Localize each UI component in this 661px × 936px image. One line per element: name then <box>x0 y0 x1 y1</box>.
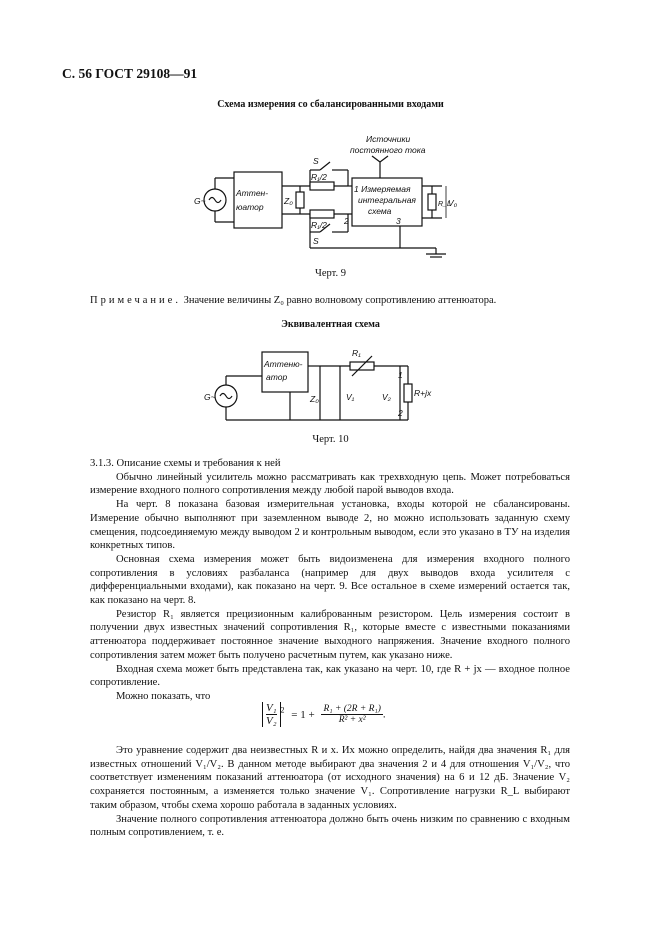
body-text-2 <box>90 744 570 840</box>
za-label: Z₀ <box>310 394 319 404</box>
formula-numerator: R₁ + (2R + R₁) <box>323 704 381 714</box>
pin-2-label: 2 <box>344 216 349 226</box>
body-text <box>90 457 570 704</box>
za-label: Z₀ <box>284 196 293 206</box>
paragraph: Это уравнение содержит два неизвестных R и x. Их можно определить, найдя два значения R₁ для известных отношений V₁/V₂. В данном методе выбирают два значения 2 и 4 для отношения V₁/V₂, что соответствует изменениям показаний аттенюатора (от исходного значения) на 6 и 12 дБ. Значение V₂ сохраняется постоянным, а изменяется только значение V₁. Сопротивление нагрузки R_L выбирают таким образом, чтобы схема хорошо работала в заданных условиях. <box>90 745 570 811</box>
pin-3-label: 3 <box>396 216 401 226</box>
paragraph: Резистор R₁ является прецизионным калиброванным резистором. Цель измерения состоит в получении двух известных значений сопротивления R₁, которые вместе с известными показаниями аттенюатора поддерживает постоянное значение выходного напряжения. Значение входного полного сопротивления затем может быть получено расчетным путем, как указано ниже. <box>90 608 570 661</box>
attenuator-label-1: Аттеню- <box>264 359 303 369</box>
r1-bottom-resistor <box>310 210 334 218</box>
formula-denominator: R² + x² <box>338 715 366 725</box>
device-label-2: интегральная <box>358 195 416 205</box>
formula-v1: V₁ <box>266 702 277 714</box>
generator-label: G~ <box>204 392 216 402</box>
figure-9-diagram <box>180 120 460 270</box>
s-top-label: S <box>313 156 319 166</box>
attenuator-box <box>234 172 282 228</box>
attenuator-label-2: юатор <box>236 202 264 212</box>
note-text: Значение величины Z₀ равно волновому сопротивлению аттенюатора. <box>180 295 497 306</box>
load-label: R+jx <box>414 388 432 398</box>
rl-resistor <box>428 194 436 210</box>
formula-v2: V₂ <box>266 715 277 727</box>
v2-label: V₂ <box>382 392 391 402</box>
figure-10-caption: Черт. 10 <box>312 434 349 445</box>
generator-label: G~ <box>194 196 206 206</box>
paragraph: Входная схема может быть представлена так, как указано на черт. 10, где R + jx — входное полное сопротивление. <box>90 663 570 689</box>
paragraph: На черт. 8 показана базовая измерительная установка, входы которой не сбалансированы. Измерение обычно выполняют при заземленном выводе 2, но можно использовать заданную схему смещения, подсоединяемую между выводом 2 и контрольным выводом, если это указано в ТУ на изделия конкретных типов. <box>90 499 570 552</box>
figure-10-title: Эквивалентная схема <box>281 319 380 330</box>
r1-bottom-label: R₁/2 <box>311 220 327 230</box>
formula-dot: . <box>382 708 386 721</box>
za-resistor <box>296 192 304 208</box>
node-2-label: 2 <box>398 408 403 418</box>
figure-9-title: Схема измерения со сбалансированными входами <box>217 99 444 110</box>
device-label-3: схема <box>368 206 392 216</box>
attenuator-label-1: Аттен- <box>236 188 269 198</box>
formula-power: 2 <box>280 705 285 715</box>
s-bottom-label: S <box>313 236 319 246</box>
figure-9-note <box>90 295 496 306</box>
sources-label-1: Источники <box>366 134 411 144</box>
r1-top-label: R₁/2 <box>311 172 327 182</box>
paragraph: Основная схема измерения может быть видоизменена для измерения входного полного сопротивления в условиях разбаланса (например для двух выводов входа усилителя с дифференциальными входами), как показано на черт. 9. Все остальное в схеме измерений остается так, как показано на черт. 8. <box>90 553 570 607</box>
r1-top-resistor <box>310 182 334 190</box>
formula <box>262 702 386 727</box>
load-resistor <box>404 384 412 402</box>
device-label-1: 1 Измеряемая <box>354 184 411 194</box>
attenuator-label-2: атор <box>266 372 288 382</box>
page-header: С. 56 ГОСТ 29108—91 <box>62 66 198 81</box>
v1-label: V₁ <box>346 392 355 402</box>
note-prefix: Примечание. <box>90 295 181 306</box>
vo-label: V₀ <box>448 198 458 208</box>
figure-9-caption: Черт. 9 <box>315 268 346 279</box>
sources-label-2: постоянного тока <box>350 145 426 155</box>
r1-label: R₁ <box>352 348 361 358</box>
paragraph: Обычно линейный усилитель можно рассматривать как трехвходную цепь. Может потребоваться измерение входного полного сопротивления между любой парой выводов входа. <box>90 471 570 497</box>
rl-label: R_L <box>438 201 451 208</box>
section-heading: 3.1.3. Описание схемы и требования к ней <box>90 458 281 469</box>
figure-10-diagram <box>200 340 440 430</box>
formula-eq: = 1 + <box>291 708 315 721</box>
paragraph: Значение полного сопротивления аттенюатора должно быть очень низким по сравнению с входным полным сопротивлением, т. е. <box>90 813 570 839</box>
paragraph: Можно показать, что <box>116 690 211 702</box>
node-1-label: 1 <box>398 370 403 380</box>
